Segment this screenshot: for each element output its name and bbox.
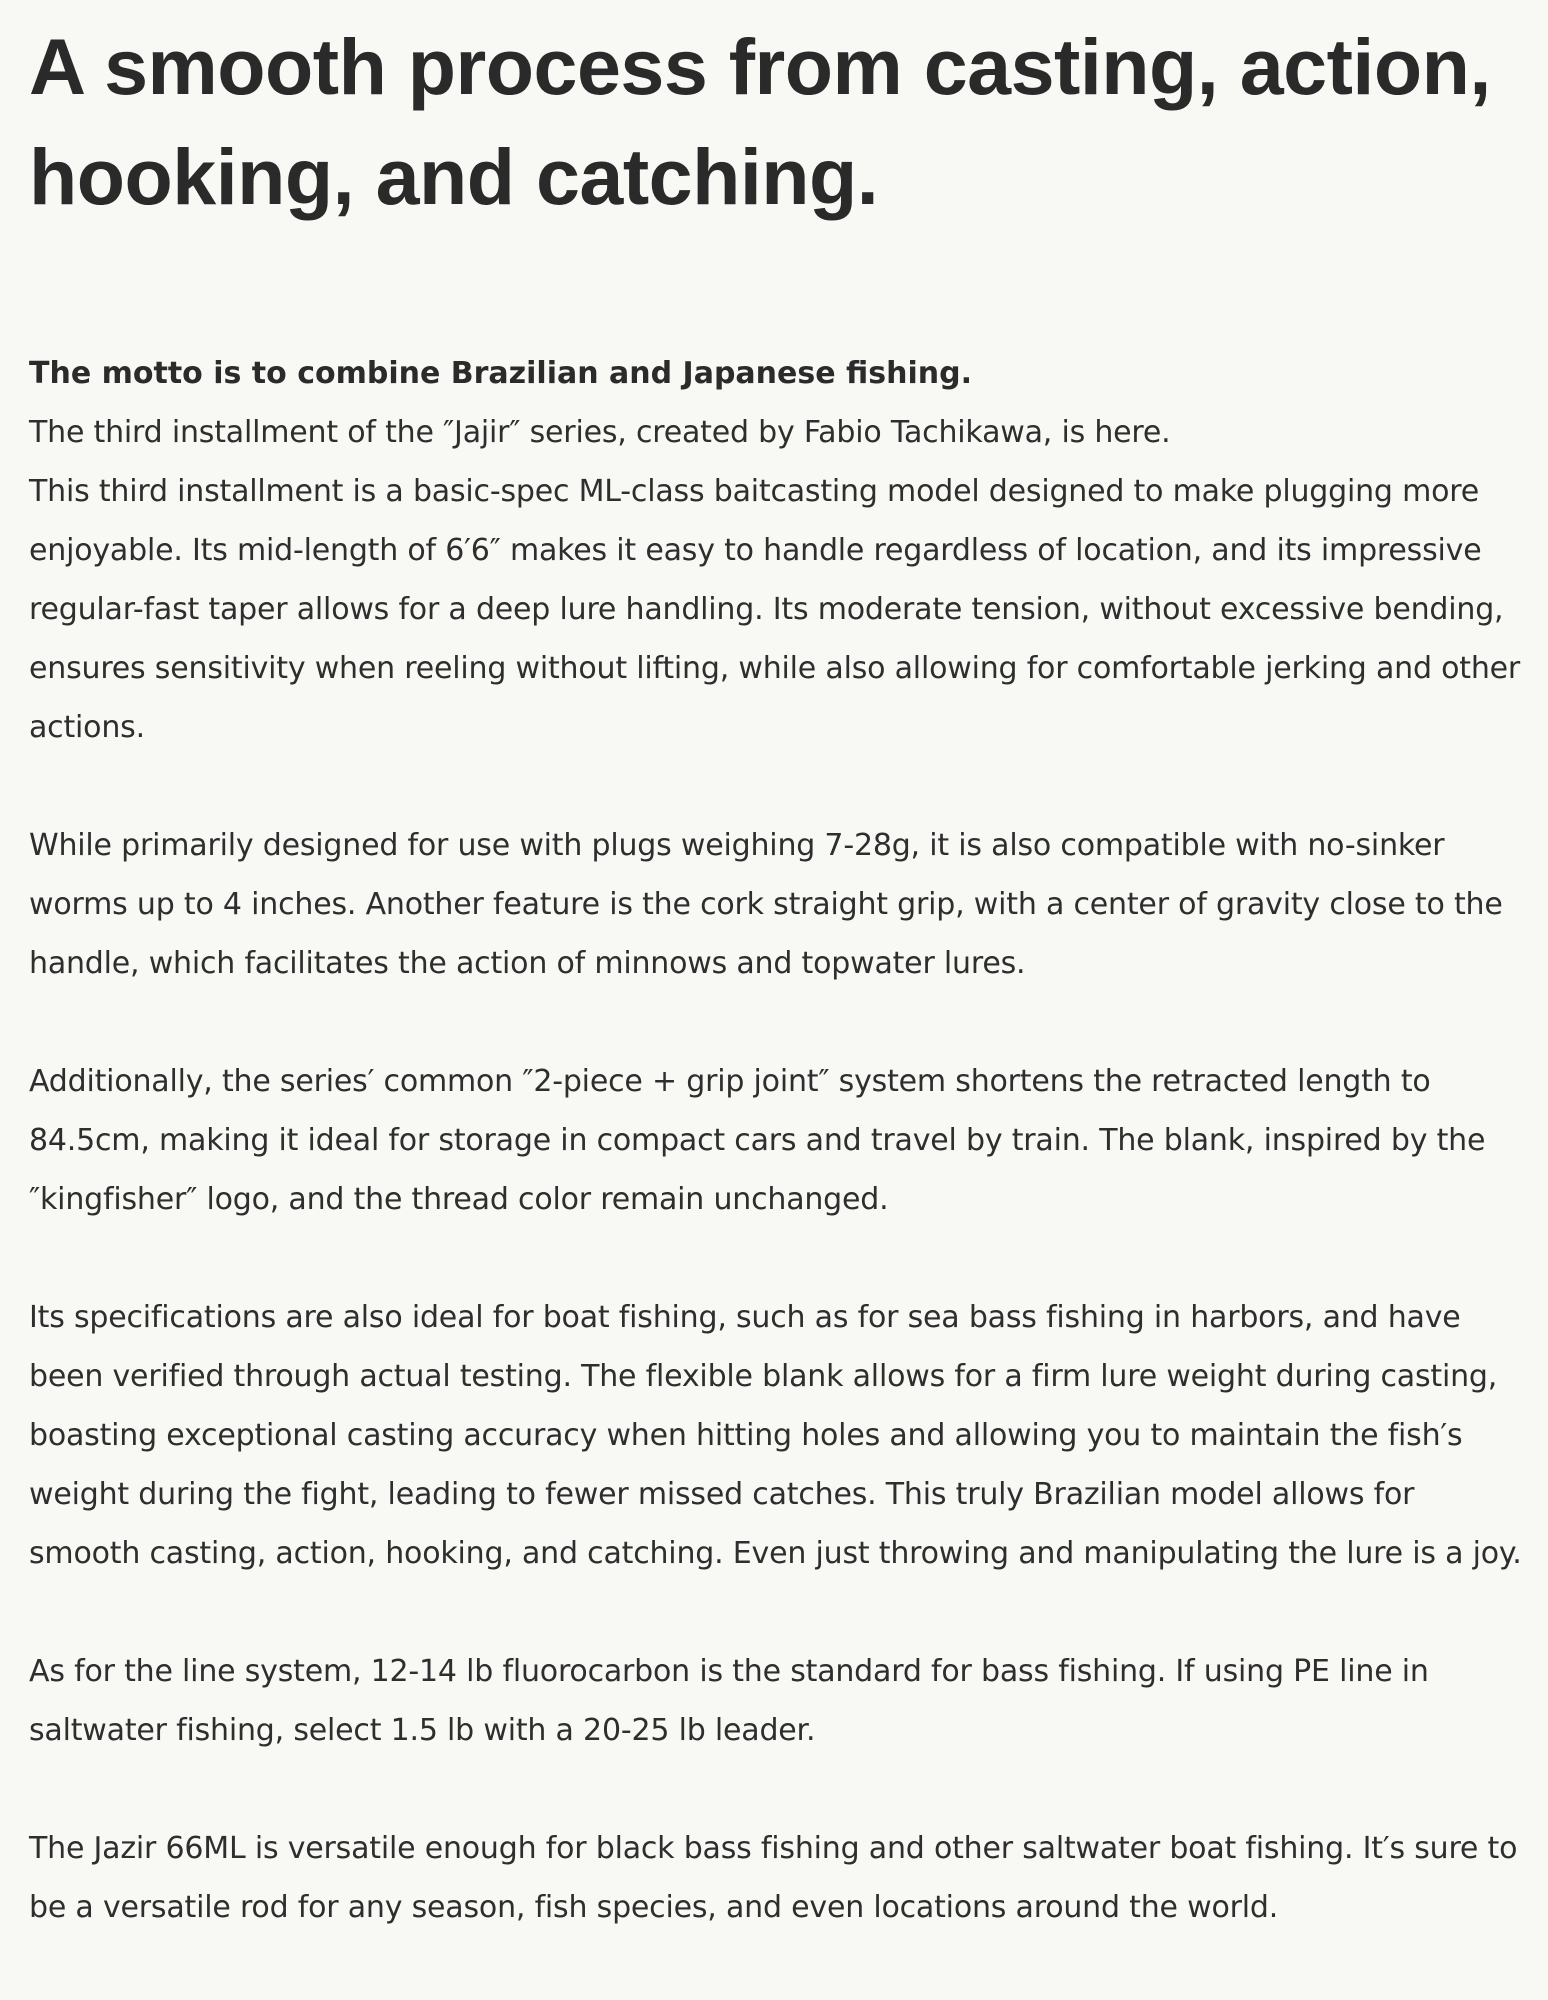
lead-heading: The motto is to combine Brazilian and Japanese fishing.: [29, 356, 972, 391]
paragraph-line-system: As for the line system, 12-14 lb fluorocarbon is the standard for bass fishing. If using PE line in saltwater fishing, select 1.5 lb with a 20-25 lb leader.: [29, 1654, 1429, 1748]
intro-paragraph: The third installment of the ″Jajir″ series, created by Fabio Tachikawa, is here.: [29, 415, 1171, 450]
paragraph-grip-joint: Additionally, the series′ common ″2-piece + grip joint″ system shortens the retracted length to 84.5cm, making it ideal for storage in compact cars and travel by train. The blank, inspired by the ″kingfisher″ logo, and the thread color remain unchanged.: [29, 1064, 1486, 1217]
paragraph-plugs: While primarily designed for use with plugs weighing 7-28g, it is also compatible with no-sinker worms up to 4 inches. Another feature is the cork straight grip, with a center of gravity close to the handle, which facilitates the action of minnows and topwater lures.: [29, 828, 1503, 981]
paragraph-versatility: The Jazir 66ML is versatile enough for black bass fishing and other saltwater boat fishing. It′s sure to be a versatile rod for any season, fish species, and even locations around the world.: [29, 1831, 1518, 1925]
paragraph-boat-fishing: Its specifications are also ideal for boat fishing, such as for sea bass fishing in harbors, and have been verified through actual testing. The flexible blank allows for a firm lure weight during casting, boasting exceptional casting accuracy when hitting holes and allowing you to maintain the fish′s weight during the fight, leading to fewer missed catches. This truly Brazilian model allows for smooth casting, action, hooking, and catching. Even just throwing and manipulating the lure is a joy.: [29, 1300, 1522, 1571]
page-title: A smooth process from casting, action, hooking, and catching.: [29, 22, 1491, 221]
paragraph-handling: This third installment is a basic-spec ML-class baitcasting model designed to make plugging more enjoyable. Its mid-length of 6′6″ makes it easy to handle regardless of location, and its impressive regular-fast taper allows for a deep lure handling. Its moderate tension, without excessive bending, ensures sensitivity when reeling without lifting, while also allowing for comfortable jerking and other actions.: [29, 474, 1521, 745]
